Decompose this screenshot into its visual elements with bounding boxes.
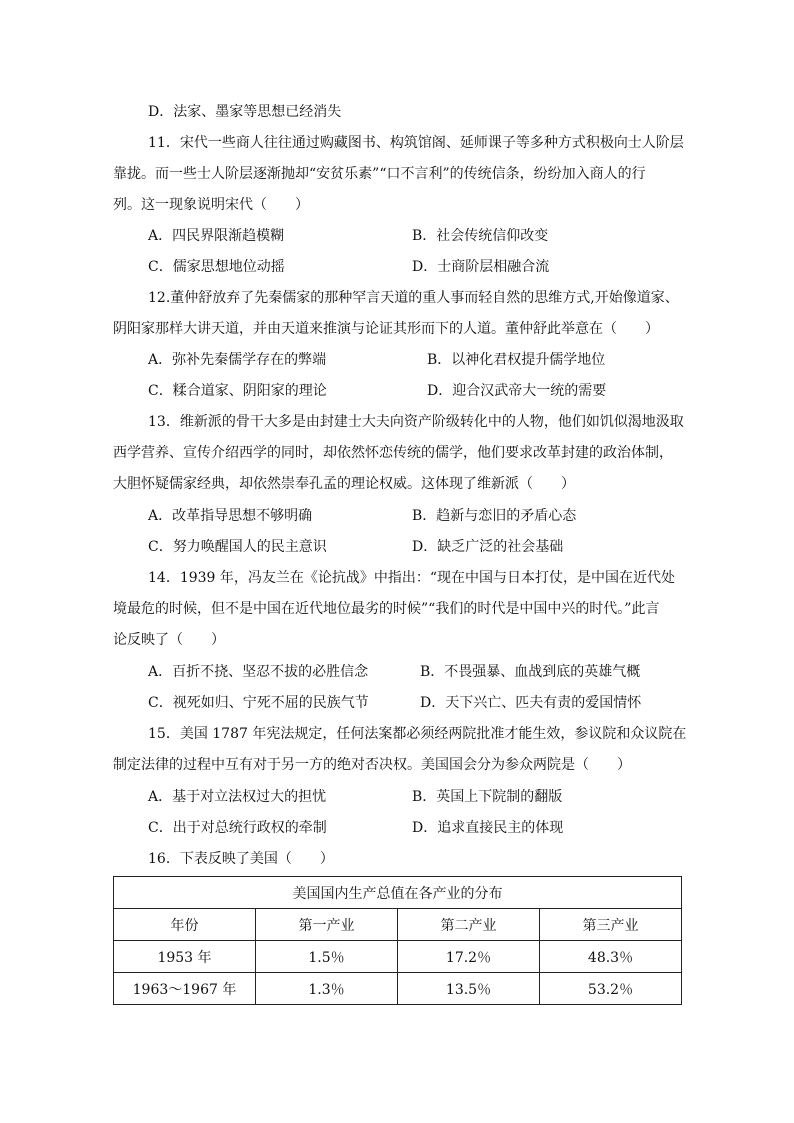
table-cell: 1953 年 <box>114 941 256 973</box>
table-cell: 1.3％ <box>256 973 398 1005</box>
q12-option-b: B．以神化君权提升儒学地位 <box>427 352 606 368</box>
q12-stem-line1: 12.董仲舒放弃了先秦儒家的那种罕言天道的重人事而轻自然的思维方式,开始像道家、 <box>148 290 679 306</box>
q15-option-a: A．基于对立法权过大的担忧 <box>148 789 327 805</box>
gdp-distribution-table <box>113 876 682 1005</box>
q15-option-c: C．出于对总统行政权的牵制 <box>148 820 327 836</box>
table-row <box>114 973 682 1005</box>
q12-stem-line2: 阴阳家那样大讲天道，并由天道来推演与论证其形而下的人道。董仲舒此举意在（ ） <box>113 321 659 337</box>
q12-option-d: D．迎合汉武帝大一统的需要 <box>427 383 607 399</box>
q10-option-d: D．法家、墨家等思想已经消失 <box>148 104 342 120</box>
table-cell: 48.3％ <box>540 941 682 973</box>
q12-option-a: A．弥补先秦儒学存在的弊端 <box>148 352 327 368</box>
q11-stem-line1: 11．宋代一些商人往往通过购藏图书、构筑馆阁、延师课子等多种方式积极向士人阶层 <box>148 135 684 151</box>
table-header-secondary: 第二产业 <box>398 909 540 941</box>
table-row <box>114 941 682 973</box>
q13-option-a: A．改革指导思想不够明确 <box>148 508 313 524</box>
q13-stem-line2: 西学营养、宣传介绍西学的同时，却依然怀恋传统的儒学，他们要求改革封建的政治体制， <box>113 445 673 461</box>
q16-stem-line1: 16．下表反映了美国（ ） <box>148 851 334 867</box>
table-cell: 1963～1967 年 <box>114 973 256 1005</box>
q11-stem-line3: 列。这一现象说明宋代（ ） <box>113 197 309 213</box>
q14-stem-line1: 14．1939 年，冯友兰在《论抗战》中指出：“现在中国与日本打仗，是中国在近代处 <box>148 570 676 586</box>
q14-option-d: D．天下兴亡、匹夫有责的爱国情怀 <box>420 695 642 711</box>
q11-option-b: B．社会传统信仰改变 <box>412 228 549 244</box>
q14-option-a: A．百折不挠、坚忍不拔的必胜信念 <box>148 664 369 680</box>
q11-option-d: D．士商阶层相融合流 <box>412 259 550 275</box>
q12-option-c: C．糅合道家、阴阳家的理论 <box>148 383 327 399</box>
q15-option-d: D．追求直接民主的体现 <box>412 820 564 836</box>
table-caption: 美国国内生产总值在各产业的分布 <box>114 877 682 909</box>
q15-option-b: B．英国上下院制的翻版 <box>412 789 563 805</box>
q13-stem-line3: 大胆怀疑儒家经典，却依然崇奉孔孟的理论权威。这体现了维新派（ ） <box>113 476 575 492</box>
q14-option-c: C．视死如归、宁死不屈的民族气节 <box>148 695 369 711</box>
q13-option-d: D．缺乏广泛的社会基础 <box>412 539 564 555</box>
table-header-row <box>114 909 682 941</box>
table-header-year: 年份 <box>114 909 256 941</box>
q13-option-c: C．努力唤醒国人的民主意识 <box>148 539 327 555</box>
q13-stem-line1: 13．维新派的骨干大多是由封建士大夫向资产阶级转化中的人物，他们如饥似渴地汲取 <box>148 414 684 430</box>
q14-stem-line3: 论反映了（ ） <box>113 632 225 648</box>
table-header-primary: 第一产业 <box>256 909 398 941</box>
q14-option-b: B．不畏强暴、血战到底的英雄气概 <box>420 664 641 680</box>
table-cell: 13.5％ <box>398 973 540 1005</box>
table-cell: 1.5％ <box>256 941 398 973</box>
q13-option-b: B．趋新与恋旧的矛盾心态 <box>412 508 577 524</box>
q15-stem-line2: 制定法律的过程中互有对于另一方的绝对否决权。美国国会分为参众两院是（ ） <box>113 757 631 773</box>
q15-stem-line1: 15．美国 1787 年宪法规定，任何法案都必须经两院批准才能生效，参议院和众议院在 <box>148 726 687 742</box>
table-cell: 53.2％ <box>540 973 682 1005</box>
q11-option-a: A．四民界限渐趋模糊 <box>148 228 285 244</box>
q14-stem-line2: 境最危的时候，但不是中国在近代地位最劣的时候”“我们的时代是中国中兴的时代。”此言 <box>113 601 660 617</box>
table-header-tertiary: 第三产业 <box>540 909 682 941</box>
table-cell: 17.2％ <box>398 941 540 973</box>
q11-option-c: C．儒家思想地位动摇 <box>148 259 285 275</box>
q11-stem-line2: 靠拢。而一些士人阶层逐渐抛却“安贫乐素”“口不言利”的传统信条，纷纷加入商人的行 <box>113 166 646 182</box>
